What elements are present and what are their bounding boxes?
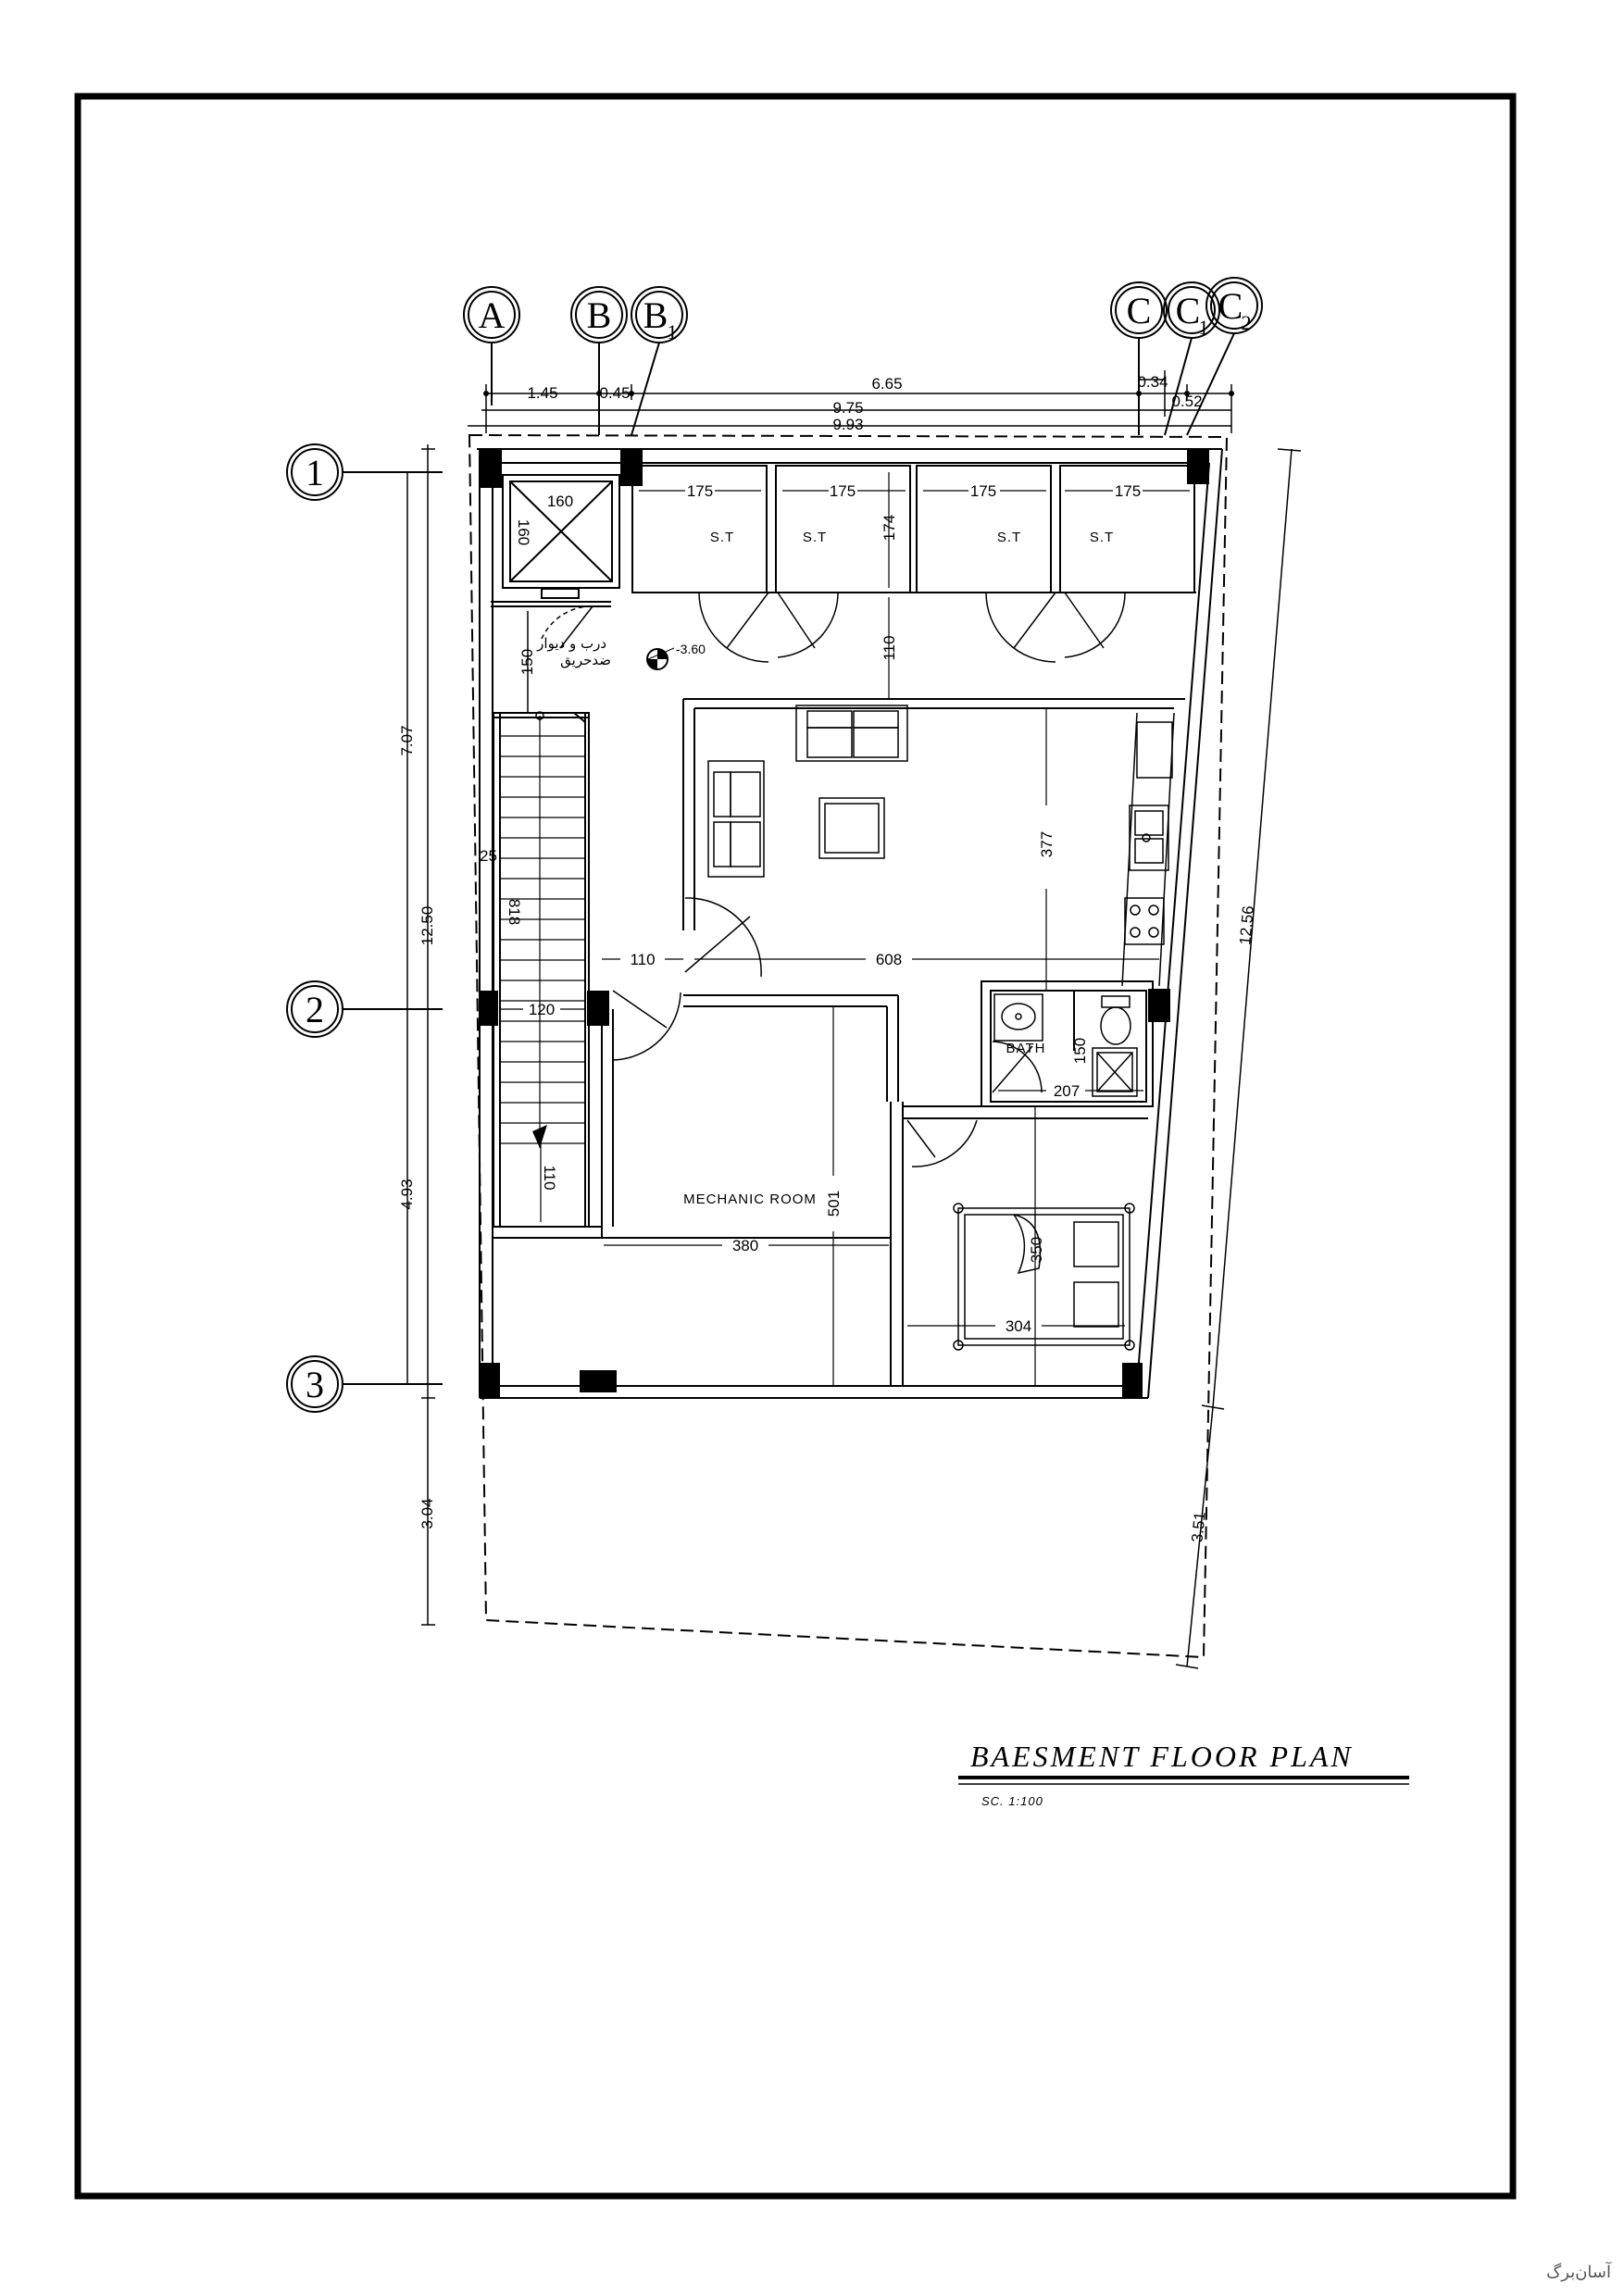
- dim-total-inner: 9.75: [832, 399, 864, 417]
- mechanic-room-label: MECHANIC ROOM: [683, 1192, 817, 1207]
- bath-label: BATH: [1006, 1041, 1046, 1056]
- dim-elevator-landing: 150: [518, 648, 536, 676]
- dim-mechanic-depth: 501: [825, 1190, 843, 1217]
- grid-label-c2: C: [1218, 285, 1243, 327]
- dim-living-depth: 377: [1038, 830, 1056, 858]
- drawing-scale: SC. 1:100: [981, 1794, 1043, 1808]
- dim-b-b1: 0.45: [599, 384, 631, 402]
- sofa-top: [796, 705, 907, 761]
- level-mark-value: -3.60: [676, 642, 706, 656]
- dim-a-b: 1.45: [527, 384, 558, 402]
- dim-total-outer: 9.93: [832, 416, 864, 433]
- storage-label-1: S.T: [709, 530, 735, 545]
- watermark-text: آسان‌برگ: [1546, 2263, 1611, 2282]
- dim-row1-row2: 7.07: [398, 725, 416, 756]
- dim-living-length: 608: [875, 951, 903, 968]
- dim-row2-row3: 4.93: [398, 1179, 416, 1210]
- grid-label-b1-sub: 1: [667, 320, 678, 343]
- living-dim-lines: [602, 708, 1159, 991]
- storage-doors: [699, 593, 1125, 662]
- bed: [954, 1204, 1134, 1350]
- dim-bath-width: 207: [1053, 1082, 1081, 1100]
- grid-label-c: C: [1126, 290, 1152, 331]
- dim-stair-landing: 110: [541, 1165, 558, 1191]
- grid-label-2: 2: [306, 989, 324, 1030]
- sheet-border: [78, 96, 1513, 2196]
- grid-label-1: 1: [306, 452, 324, 493]
- bedroom-walls: [903, 1106, 1148, 1118]
- dim-stair-width: 120: [528, 1001, 556, 1018]
- coffee-table: [819, 798, 884, 858]
- living-door: [685, 898, 761, 977]
- dim-bedroom-width: 304: [1005, 1317, 1032, 1335]
- dim-corridor: 110: [881, 635, 898, 661]
- right-dimension-lines: [1176, 449, 1301, 1668]
- dim-right-total: 12.56: [1236, 905, 1257, 946]
- level-mark-symbol: [647, 648, 674, 669]
- dim-elevator-depth: 160: [515, 518, 532, 546]
- dim-left-total: 12.50: [418, 905, 436, 946]
- storage-dim-lines: [639, 472, 1190, 699]
- storage-label-3: S.T: [996, 530, 1022, 545]
- mechanic-door: [613, 991, 681, 1060]
- left-dimension-lines: [398, 444, 435, 1625]
- grid-label-3: 3: [306, 1364, 324, 1405]
- grid-label-c1-sub: 1: [1198, 316, 1209, 339]
- storage-width-4: 175: [1114, 482, 1142, 500]
- dim-living-entry: 110: [630, 951, 656, 968]
- kitchen-counter: [1122, 713, 1174, 986]
- bedroom-door: [907, 1120, 977, 1167]
- drawing-title: BAESMENT FLOOR PLAN: [970, 1740, 1354, 1773]
- grid-label-c1: C: [1175, 290, 1201, 331]
- dim-stair-wall: 25: [480, 847, 497, 865]
- storage-label-2: S.T: [802, 530, 828, 545]
- fire-door-label-1: درب و دیوار: [537, 635, 606, 652]
- dim-storage-depth: 174: [881, 514, 898, 542]
- stair-treads: [500, 736, 585, 1143]
- dim-bed-length: 350: [1028, 1236, 1045, 1264]
- grid-label-c2-sub: 2: [1241, 311, 1252, 334]
- dim-c1-c2: 0.52: [1171, 393, 1203, 410]
- bedroom-dim-lines: [907, 1106, 1125, 1386]
- dim-bath-depth: 150: [1071, 1037, 1089, 1065]
- fire-door-label-2: ضدحریق: [560, 652, 611, 668]
- grid-label-b1: B: [643, 294, 668, 336]
- dim-c-c1: 0.34: [1137, 373, 1168, 391]
- dim-right-yard: 3.51: [1188, 1510, 1209, 1543]
- dim-stair-run: 818: [506, 898, 523, 926]
- living-walls: [683, 699, 1185, 1102]
- storage-width-3: 175: [969, 482, 997, 500]
- sofa-left: [708, 761, 764, 877]
- dim-left-yard: 3.04: [418, 1498, 436, 1529]
- dim-mechanic-width: 380: [731, 1237, 759, 1254]
- storage-width-2: 175: [829, 482, 856, 500]
- dim-b1-c: 6.65: [871, 375, 903, 393]
- dim-elevator-width: 160: [546, 493, 574, 510]
- storage-label-4: S.T: [1089, 530, 1115, 545]
- grid-label-b: B: [586, 294, 612, 336]
- storage-width-1: 175: [686, 482, 714, 500]
- grid-label-a: A: [478, 294, 506, 336]
